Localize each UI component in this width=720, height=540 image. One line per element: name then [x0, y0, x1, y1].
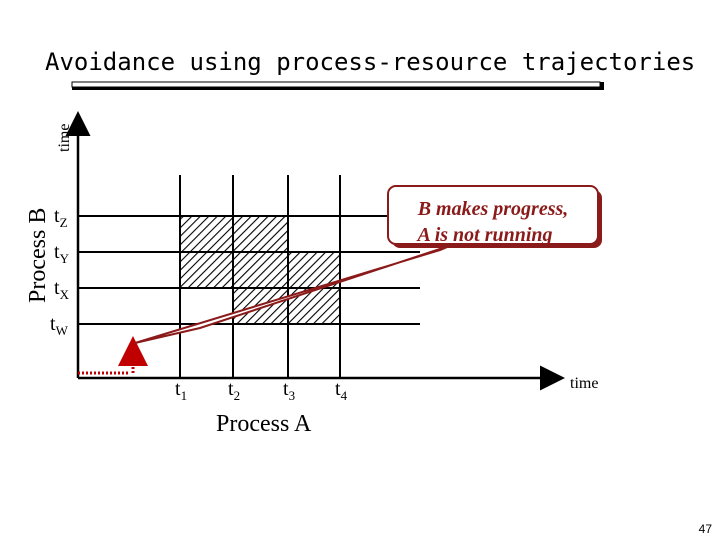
tick-label-t1: $t_1$	[175, 378, 188, 403]
page-number: 47	[698, 522, 712, 536]
title-underline	[72, 82, 600, 87]
tick-label-ty: $t_Y$	[54, 241, 69, 266]
tick-label-tw: $t_W$	[50, 313, 68, 338]
x-axis-title: Process A	[216, 411, 312, 437]
tick-label-t3: $t_3$	[283, 378, 296, 403]
slide-title: Avoidance using process-resource trajectories	[45, 48, 696, 76]
hatched-region-bottom	[233, 288, 340, 324]
hatched-region-middle	[180, 252, 340, 288]
tick-label-t4: $t_4$	[335, 378, 348, 403]
tick-label-t2: $t_2$	[228, 378, 241, 403]
callout-line-1: B makes progress,	[417, 198, 569, 220]
y-axis-title: Process B	[25, 207, 51, 303]
callout-line-2: A is not running	[417, 224, 553, 246]
tick-label-tz: $t_Z$	[54, 205, 68, 230]
tick-label-tx: $t_X$	[54, 277, 69, 302]
y-axis-time-label: time	[56, 123, 73, 152]
x-axis-time-label: time	[570, 375, 599, 392]
